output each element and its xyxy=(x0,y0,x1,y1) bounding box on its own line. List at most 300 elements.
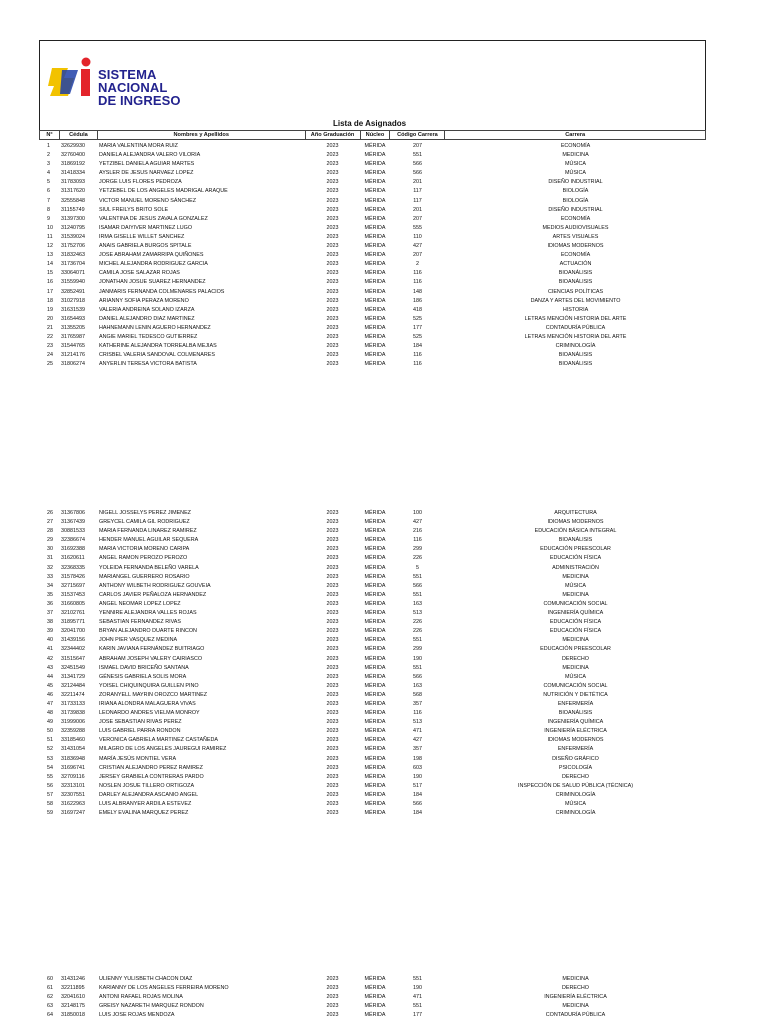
graduation-year: 2023 xyxy=(326,197,339,204)
header-row xyxy=(40,131,706,140)
cedula: 32451549 xyxy=(61,664,85,671)
career-code: 551 xyxy=(413,1003,422,1010)
cedula: 32386674 xyxy=(61,537,85,544)
header-carrera: Carrera xyxy=(445,131,706,140)
nucleo: MÉRIDA xyxy=(364,700,386,707)
full-name: NOSLEN JOSUE TILLERO ORTIGOZA xyxy=(99,782,195,789)
table-row xyxy=(39,187,706,196)
graduation-year: 2023 xyxy=(326,224,339,231)
career: BIOANÁLISIS xyxy=(558,361,593,368)
cedula: 31397300 xyxy=(61,215,85,222)
nucleo: MÉRIDA xyxy=(364,297,386,304)
nucleo: MÉRIDA xyxy=(364,315,386,322)
row-number: 13 xyxy=(47,252,53,259)
cedula: 31631539 xyxy=(61,306,85,313)
nucleo: MÉRIDA xyxy=(364,610,386,617)
career-code: 201 xyxy=(413,206,422,213)
row-number: 28 xyxy=(47,528,53,535)
table-row xyxy=(39,1011,706,1020)
nucleo: MÉRIDA xyxy=(364,637,386,644)
career-code: 551 xyxy=(413,152,422,159)
cedula: 32148175 xyxy=(61,1003,85,1010)
cedula: 32041700 xyxy=(61,628,85,635)
career-code: 207 xyxy=(413,143,422,149)
header-nucleo: Núcleo xyxy=(360,131,390,140)
career-code: 568 xyxy=(413,691,422,698)
nucleo: MÉRIDA xyxy=(364,179,386,186)
nucleo: MÉRIDA xyxy=(364,343,386,350)
cedula: 31806274 xyxy=(61,361,85,368)
career: DERECHO xyxy=(562,655,589,662)
nucleo: MÉRIDA xyxy=(364,791,386,798)
full-name: ANTHONY WILBETH RODRIGUEZ GOUVEIA xyxy=(99,582,211,589)
graduation-year: 2023 xyxy=(326,985,339,992)
cedula: 31654493 xyxy=(61,315,85,322)
career-code: 116 xyxy=(413,361,422,368)
full-name: YENNIRE ALEJANDRA VALLES ROJAS xyxy=(99,610,197,617)
nucleo: MÉRIDA xyxy=(364,801,386,807)
career: BIOANÁLISIS xyxy=(558,537,593,544)
table-row xyxy=(39,682,706,691)
career: HISTORIA xyxy=(562,306,589,313)
table-row xyxy=(39,627,706,636)
graduation-year: 2023 xyxy=(326,537,339,544)
graduation-year: 2023 xyxy=(326,324,339,331)
career-code: 198 xyxy=(413,755,422,762)
career: MEDICINA xyxy=(562,573,589,580)
nucleo: MÉRIDA xyxy=(364,673,386,680)
table-row xyxy=(39,755,706,764)
cedula: 31999006 xyxy=(61,719,85,726)
row-number: 16 xyxy=(47,279,53,286)
career: EDUCACIÓN FÍSICA xyxy=(549,619,602,626)
career-code: 357 xyxy=(413,700,422,707)
row-number: 55 xyxy=(47,773,53,780)
nucleo: MÉRIDA xyxy=(364,279,386,286)
career-code: 186 xyxy=(413,297,422,304)
nucleo: MÉRIDA xyxy=(364,519,386,526)
row-number: 26 xyxy=(47,510,53,516)
career-code: 117 xyxy=(413,188,422,195)
graduation-year: 2023 xyxy=(326,619,339,626)
career: EDUCACIÓN BÁSICA INTEGRAL xyxy=(534,528,617,535)
career: CIENCIAS POLÍTICAS xyxy=(547,288,604,295)
cedula: 31439156 xyxy=(61,637,85,644)
graduation-year: 2023 xyxy=(326,361,339,368)
career-code: 226 xyxy=(413,619,422,626)
table-row xyxy=(39,518,706,527)
logo-line1: SISTEMA NACIONAL xyxy=(98,67,168,95)
full-name: ABRAHAM JOSEPH VALERY CAIRIASCO xyxy=(99,655,203,662)
table-row xyxy=(39,800,706,809)
career-code: 184 xyxy=(413,343,422,350)
cedula: 32359288 xyxy=(61,728,85,735)
cedula: 33185460 xyxy=(61,737,85,744)
table-row xyxy=(39,527,706,536)
nucleo: MÉRIDA xyxy=(364,270,386,277)
nucleo: MÉRIDA xyxy=(364,582,386,589)
career: MÚSICA xyxy=(565,170,586,177)
table-row xyxy=(39,709,706,718)
nucleo: MÉRIDA xyxy=(364,746,386,753)
career-code: 207 xyxy=(413,252,422,259)
career: DISEÑO INDUSTRIAL xyxy=(548,179,603,186)
nucleo: MÉRIDA xyxy=(364,600,386,607)
career: BIOANÁLISIS xyxy=(558,270,593,277)
career-code: 207 xyxy=(413,215,422,222)
graduation-year: 2023 xyxy=(326,564,339,571)
career-code: 216 xyxy=(413,528,422,535)
full-name: ANGIE MARIEL TEDESCO GUTIERREZ xyxy=(99,333,198,340)
career: ENFERMERÍA xyxy=(557,746,594,753)
career-code: 299 xyxy=(413,646,422,653)
graduation-year: 2023 xyxy=(326,179,339,186)
full-name: KATHERINE ALEJANDRA TORREALBA MEJIAS xyxy=(99,343,217,350)
career: ECONOMÍA xyxy=(560,215,591,222)
career: COMUNICACIÓN SOCIAL xyxy=(543,682,608,689)
career: COMUNICACIÓN SOCIAL xyxy=(543,600,608,607)
graduation-year: 2023 xyxy=(326,152,339,159)
row-number: 10 xyxy=(47,224,53,231)
sni-logo-icon xyxy=(48,56,96,100)
full-name: YETZIBEL DANIELA AGUIAR MARTES xyxy=(99,161,195,168)
full-name: YOISEL CHIQUINQUIRA GUILLEN PINO xyxy=(99,682,199,689)
graduation-year: 2023 xyxy=(326,297,339,304)
career: INGENIERÍA ELÉCTRICA xyxy=(544,728,607,735)
table-row xyxy=(39,545,706,554)
career: CRIMINOLOGÍA xyxy=(555,791,596,798)
cedula: 32307551 xyxy=(61,791,85,798)
graduation-year: 2023 xyxy=(326,528,339,535)
career-code: 110 xyxy=(413,233,422,240)
cedula: 31515647 xyxy=(61,655,85,662)
nucleo: MÉRIDA xyxy=(364,252,386,259)
full-name: IRIANA ALONDRA MALAGUERA VIVAS xyxy=(99,700,196,707)
nucleo: MÉRIDA xyxy=(364,188,386,195)
nucleo: MÉRIDA xyxy=(364,333,386,340)
table-block-1 xyxy=(39,142,706,369)
nucleo: MÉRIDA xyxy=(364,628,386,635)
row-number: 40 xyxy=(47,637,53,644)
nucleo: MÉRIDA xyxy=(364,170,386,177)
career-code: 116 xyxy=(413,710,422,717)
career-code: 163 xyxy=(413,682,422,689)
table-row xyxy=(39,582,706,591)
graduation-year: 2023 xyxy=(326,755,339,762)
nucleo: MÉRIDA xyxy=(364,306,386,313)
table-row xyxy=(39,664,706,673)
row-number: 53 xyxy=(47,755,53,762)
graduation-year: 2023 xyxy=(326,737,339,744)
table-row xyxy=(39,233,706,242)
career: EDUCACIÓN FÍSICA xyxy=(549,628,602,635)
career: CONTADURÍA PÚBLICA xyxy=(545,1012,606,1019)
nucleo: MÉRIDA xyxy=(364,152,386,159)
graduation-year: 2023 xyxy=(326,976,339,982)
graduation-year: 2023 xyxy=(326,582,339,589)
career-code: 555 xyxy=(413,224,422,231)
cedula: 32555848 xyxy=(61,197,85,204)
row-number: 2 xyxy=(47,152,50,159)
graduation-year: 2023 xyxy=(326,600,339,607)
full-name: JOHN PIER VASQUEZ MEDINA xyxy=(99,637,178,644)
nucleo: MÉRIDA xyxy=(364,555,386,562)
full-name: IRMA GISELLE WILLET SANCHEZ xyxy=(99,233,185,240)
career-code: 513 xyxy=(413,719,422,726)
nucleo: MÉRIDA xyxy=(364,682,386,689)
career-code: 566 xyxy=(413,801,422,807)
full-name: MICHEL ALEJANDRA RODRIGUEZ GARCIA xyxy=(99,261,208,268)
graduation-year: 2023 xyxy=(326,315,339,322)
table-row xyxy=(39,809,706,818)
graduation-year: 2023 xyxy=(326,637,339,644)
nucleo: MÉRIDA xyxy=(364,537,386,544)
header-codigo: Código Carrera xyxy=(390,131,445,140)
career-code: 299 xyxy=(413,546,422,553)
full-name: ISMAEL DAVID BRICEÑO SANTANA xyxy=(99,664,189,671)
row-number: 52 xyxy=(47,746,53,753)
nucleo: MÉRIDA xyxy=(364,528,386,535)
full-name: KARIANNY DE LOS ANGELES FERREIRA MORENO xyxy=(99,985,229,992)
career-code: 427 xyxy=(413,519,422,526)
table-row xyxy=(39,269,706,278)
career: EDUCACIÓN PREESCOLAR xyxy=(540,546,611,553)
row-number: 45 xyxy=(47,682,53,689)
logo-line2: DE INGRESO xyxy=(98,93,181,108)
table-row xyxy=(39,278,706,287)
nucleo: MÉRIDA xyxy=(364,161,386,168)
cedula: 32041610 xyxy=(61,994,85,1001)
career-code: 471 xyxy=(413,994,422,1001)
cedula: 31539024 xyxy=(61,233,85,240)
career: INSPECCIÓN DE SALUD PÚBLICA (TÉCNICA) xyxy=(517,782,634,789)
nucleo: MÉRIDA xyxy=(364,755,386,762)
full-name: VALERIA ANDREINA SOLANO IZARZA xyxy=(99,306,195,313)
row-number: 46 xyxy=(47,691,53,698)
career: CRIMINOLOGÍA xyxy=(555,810,596,817)
career-code: 551 xyxy=(413,664,422,671)
table-row xyxy=(39,975,706,984)
graduation-year: 2023 xyxy=(326,994,339,1001)
career: PSICOLOGÍA xyxy=(558,764,593,771)
row-number: 11 xyxy=(47,233,53,240)
full-name: EMELY EVALINA MARQUEZ PEREZ xyxy=(99,810,189,817)
cedula: 32211474 xyxy=(61,691,85,698)
cedula: 31733133 xyxy=(61,700,85,707)
full-name: ISAMAR DAIYIVER MARTINEZ LUGO xyxy=(99,224,193,231)
cedula: 31155749 xyxy=(61,206,85,213)
cedula: 32368335 xyxy=(61,564,85,571)
table-row xyxy=(39,791,706,800)
graduation-year: 2023 xyxy=(326,655,339,662)
full-name: KARIN JAVIANA FERNÁNDEZ BUITRIAGO xyxy=(99,646,205,653)
career: ADMINISTRACIÓN xyxy=(552,564,599,571)
career: CRIMINOLOGÍA xyxy=(555,343,596,350)
row-number: 47 xyxy=(47,700,53,707)
career: LETRAS MENCIÓN HISTORIA DEL ARTE xyxy=(524,333,627,340)
cedula: 31836948 xyxy=(61,755,85,762)
row-number: 17 xyxy=(47,288,53,295)
table-row xyxy=(39,251,706,260)
nucleo: MÉRIDA xyxy=(364,691,386,698)
row-number: 25 xyxy=(47,361,53,368)
table-row xyxy=(39,673,706,682)
cedula: 31431246 xyxy=(61,976,85,982)
full-name: BRYAN ALEJANDRO DUARTE RINCON xyxy=(99,628,197,635)
row-number: 12 xyxy=(47,243,53,250)
career-code: 226 xyxy=(413,555,422,562)
graduation-year: 2023 xyxy=(326,288,339,295)
nucleo: MÉRIDA xyxy=(364,324,386,331)
table-row xyxy=(39,636,706,645)
career: DERECHO xyxy=(562,985,589,992)
table-row xyxy=(39,655,706,664)
graduation-year: 2023 xyxy=(326,746,339,753)
cedula: 31783093 xyxy=(61,179,85,186)
row-number: 51 xyxy=(47,737,53,744)
cedula: 31544765 xyxy=(61,343,85,350)
career: ECONOMÍA xyxy=(560,143,591,149)
row-number: 14 xyxy=(47,261,53,268)
career-code: 357 xyxy=(413,746,422,753)
career: ENFERMERÍA xyxy=(557,700,594,707)
career-code: 471 xyxy=(413,728,422,735)
graduation-year: 2023 xyxy=(326,610,339,617)
row-number: 30 xyxy=(47,546,53,553)
career-code: 551 xyxy=(413,591,422,598)
nucleo: MÉRIDA xyxy=(364,737,386,744)
cedula: 32344402 xyxy=(61,646,85,653)
row-number: 4 xyxy=(47,170,50,177)
nucleo: MÉRIDA xyxy=(364,646,386,653)
cedula: 32102761 xyxy=(61,610,85,617)
career-code: 566 xyxy=(413,161,422,168)
row-number: 41 xyxy=(47,646,53,653)
full-name: ULIENNY YULISBETH CHACON DIAZ xyxy=(99,976,193,982)
career: MEDICINA xyxy=(562,152,589,159)
graduation-year: 2023 xyxy=(326,1003,339,1010)
graduation-year: 2023 xyxy=(326,143,339,149)
full-name: MARIA VICTORIA MORENO CARIPA xyxy=(99,546,190,553)
full-name: HENDER MANUEL AGUILAR SEQUERA xyxy=(99,537,199,544)
full-name: SEBASTIAN FERNANDEZ RIVAS xyxy=(99,619,181,626)
career-code: 603 xyxy=(413,764,422,771)
full-name: GÉNESIS GABRIELA SOLIS MORA xyxy=(99,673,187,680)
graduation-year: 2023 xyxy=(326,719,339,726)
career: IDIOMAS MODERNOS xyxy=(547,737,604,744)
career-code: 551 xyxy=(413,637,422,644)
row-number: 18 xyxy=(47,297,53,304)
table-row xyxy=(39,745,706,754)
cedula: 33064071 xyxy=(61,270,85,277)
career-code: 566 xyxy=(413,170,422,177)
table-row xyxy=(39,782,706,791)
nucleo: MÉRIDA xyxy=(364,197,386,204)
career-code: 525 xyxy=(413,333,422,340)
table-row xyxy=(39,315,706,324)
career: LETRAS MENCIÓN HISTORIA DEL ARTE xyxy=(524,315,627,322)
full-name: CRISBEL VALERIA SANDOVAL COLMENARES xyxy=(99,352,215,359)
career-code: 100 xyxy=(413,510,422,516)
row-number: 31 xyxy=(47,555,53,562)
full-name: MILAGRO DE LOS ANGELES JAUREGUI RAMIREZ xyxy=(99,746,227,753)
cedula: 31739838 xyxy=(61,710,85,717)
table-block-2 xyxy=(39,509,706,818)
table-row xyxy=(39,351,706,360)
row-number: 38 xyxy=(47,619,53,626)
graduation-year: 2023 xyxy=(326,352,339,359)
row-number: 49 xyxy=(47,719,53,726)
full-name: MARIANGEL GUERRERO ROSARIO xyxy=(99,573,190,580)
table-row xyxy=(39,333,706,342)
graduation-year: 2023 xyxy=(326,170,339,177)
nucleo: MÉRIDA xyxy=(364,719,386,726)
table-row xyxy=(39,260,706,269)
logo-text xyxy=(98,68,228,107)
full-name: AYSLER DE JESUS NARVAEZ LOPEZ xyxy=(99,170,194,177)
full-name: ZORANYELL MAYRIN OROZCO MARTINEZ xyxy=(99,691,208,698)
career-code: 116 xyxy=(413,352,422,359)
table-row xyxy=(39,288,706,297)
row-number: 34 xyxy=(47,582,53,589)
row-number: 20 xyxy=(47,315,53,322)
graduation-year: 2023 xyxy=(326,782,339,789)
row-number: 64 xyxy=(47,1012,53,1019)
career: INGENIERÍA QUÍMICA xyxy=(547,610,604,617)
cedula: 31660805 xyxy=(61,600,85,607)
row-number: 22 xyxy=(47,333,53,340)
full-name: MARÍA JESÚS MONTIEL VERA xyxy=(99,755,177,762)
header-ano: Año Graduación xyxy=(305,131,360,140)
table-row xyxy=(39,773,706,782)
cedula: 31895771 xyxy=(61,619,85,626)
nucleo: MÉRIDA xyxy=(364,510,386,516)
nucleo: MÉRIDA xyxy=(364,233,386,240)
full-name: JORGE LUIS FLORES PEDROZA xyxy=(99,179,182,186)
table-row xyxy=(39,224,706,233)
row-number: 33 xyxy=(47,573,53,580)
table-row xyxy=(39,736,706,745)
career: INGENIERÍA QUÍMICA xyxy=(547,719,604,726)
career: MEDICINA xyxy=(562,591,589,598)
table-row xyxy=(39,360,706,369)
cedula: 31692388 xyxy=(61,546,85,553)
nucleo: MÉRIDA xyxy=(364,261,386,268)
career-code: 566 xyxy=(413,673,422,680)
table-row xyxy=(39,618,706,627)
table-row xyxy=(39,342,706,351)
table-row xyxy=(39,160,706,169)
full-name: GREYCEL CAMILA GIL RODRIGUEZ xyxy=(99,519,190,526)
graduation-year: 2023 xyxy=(326,728,339,735)
nucleo: MÉRIDA xyxy=(364,773,386,780)
career-code: 190 xyxy=(413,773,422,780)
nucleo: MÉRIDA xyxy=(364,591,386,598)
row-number: 5 xyxy=(47,179,50,186)
career: ECONOMÍA xyxy=(560,252,591,259)
full-name: JOSE ABRAHAM ZAMARRIPA QUIÑONES xyxy=(99,252,204,259)
graduation-year: 2023 xyxy=(326,691,339,698)
cedula: 31431054 xyxy=(61,746,85,753)
full-name: CRISTIAN ALEJANDRO PEREZ RAMIREZ xyxy=(99,764,203,771)
row-number: 24 xyxy=(47,352,53,359)
career: ARTES VISUALES xyxy=(552,233,599,240)
table-row xyxy=(39,727,706,736)
cedula: 31537453 xyxy=(61,591,85,598)
row-number: 6 xyxy=(47,188,50,195)
career-code: 551 xyxy=(413,573,422,580)
row-number: 44 xyxy=(47,673,53,680)
